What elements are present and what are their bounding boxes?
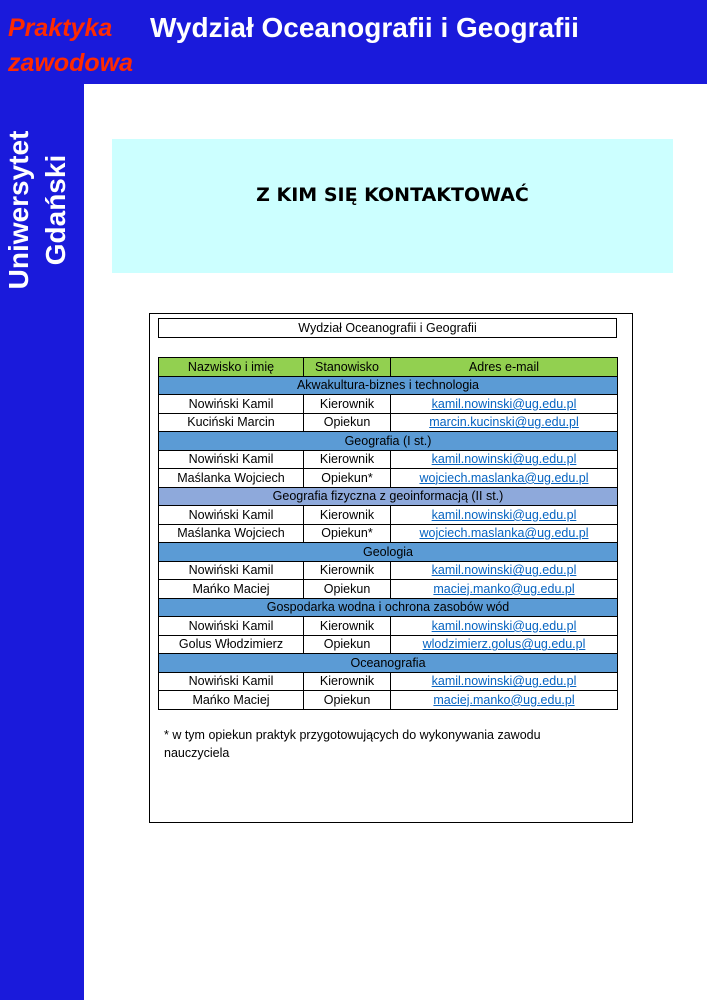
email-link[interactable]: kamil.nowinski@ug.edu.pl: [431, 563, 577, 578]
section-name: Geologia: [159, 543, 618, 562]
table-row: [159, 395, 618, 414]
contact-role: Kierownik: [304, 506, 391, 525]
footnote: * w tym opiekun praktyk przygotowujących do wykonywania zawodu nauczyciela: [164, 728, 541, 760]
section-name: Geografia (I st.): [159, 432, 618, 451]
table-row: [159, 524, 618, 543]
email-link[interactable]: kamil.nowinski@ug.edu.pl: [431, 452, 577, 467]
contacts-table-body: [159, 358, 618, 710]
email-link[interactable]: marcin.kucinski@ug.edu.pl: [429, 415, 579, 430]
email-link[interactable]: wojciech.maslanka@ug.edu.pl: [419, 526, 589, 541]
table-row: [159, 469, 618, 488]
section-row: [159, 432, 618, 451]
contact-name: Maślanka Wojciech: [159, 524, 304, 543]
table-header-row: [159, 358, 618, 377]
section-name: Geografia fizyczna z geoinformacją (II st.): [159, 487, 618, 506]
contact-email-cell: [391, 617, 618, 636]
table-row: [159, 506, 618, 525]
email-link[interactable]: maciej.manko@ug.edu.pl: [433, 692, 575, 707]
contact-name: Golus Włodzimierz: [159, 635, 304, 654]
contact-name: Nowiński Kamil: [159, 395, 304, 414]
table-row: [159, 691, 618, 710]
contact-role: Opiekun*: [304, 524, 391, 543]
contact-name: Nowiński Kamil: [159, 672, 304, 691]
contact-email-cell: [391, 450, 618, 469]
top-banner: [0, 0, 707, 84]
column-header-role: Stanowisko: [304, 358, 391, 377]
contact-name: Mańko Maciej: [159, 691, 304, 710]
section-row: [159, 376, 618, 395]
contact-name: Nowiński Kamil: [159, 617, 304, 636]
university-name-wrapper: [0, 110, 84, 310]
table-row: [159, 617, 618, 636]
contact-role: Opiekun: [304, 580, 391, 599]
email-link[interactable]: wojciech.maslanka@ug.edu.pl: [419, 470, 589, 485]
email-link[interactable]: kamil.nowinski@ug.edu.pl: [431, 674, 577, 689]
contact-role: Opiekun: [304, 635, 391, 654]
table-row: [159, 672, 618, 691]
table-row: [159, 561, 618, 580]
contact-email-cell: [391, 524, 618, 543]
contact-email-cell: [391, 672, 618, 691]
section-row: [159, 543, 618, 562]
table-row: [159, 580, 618, 599]
section-row: [159, 598, 618, 617]
contact-email-cell: [391, 413, 618, 432]
contact-role: Opiekun: [304, 691, 391, 710]
column-header-name: Nazwisko i imię: [159, 358, 304, 377]
email-link[interactable]: kamil.nowinski@ug.edu.pl: [431, 396, 577, 411]
contacts-table: [158, 357, 618, 710]
faculty-title: Wydział Oceanografii i Geografii: [150, 12, 579, 43]
contact-email-cell: [391, 395, 618, 414]
contact-name: Nowiński Kamil: [159, 506, 304, 525]
contact-email-cell: [391, 580, 618, 599]
section-row: [159, 487, 618, 506]
contact-email-cell: [391, 691, 618, 710]
contact-role: Kierownik: [304, 395, 391, 414]
section-name: Akwakultura-biznes i technologia: [159, 376, 618, 395]
brand-line-2: zawodowa: [8, 49, 134, 77]
university-name: Uniwersytet Gdański: [3, 130, 71, 290]
heading-box: [112, 139, 673, 273]
contact-role: Opiekun: [304, 413, 391, 432]
contact-name: Nowiński Kamil: [159, 561, 304, 580]
table-title: Wydział Oceanografii i Geografii: [158, 318, 617, 338]
table-row: [159, 413, 618, 432]
email-link[interactable]: kamil.nowinski@ug.edu.pl: [431, 507, 577, 522]
contact-name: Maślanka Wojciech: [159, 469, 304, 488]
section-name: Oceanografia: [159, 654, 618, 673]
contact-role: Kierownik: [304, 672, 391, 691]
contact-role: Kierownik: [304, 450, 391, 469]
brand-line-1: Praktyka: [8, 14, 113, 42]
email-link[interactable]: kamil.nowinski@ug.edu.pl: [431, 618, 577, 633]
column-header-email: Adres e-mail: [391, 358, 618, 377]
contact-email-cell: [391, 506, 618, 525]
email-link[interactable]: maciej.manko@ug.edu.pl: [433, 581, 575, 596]
contact-role: Opiekun*: [304, 469, 391, 488]
contact-email-cell: [391, 469, 618, 488]
contact-role: Kierownik: [304, 617, 391, 636]
contact-name: Mańko Maciej: [159, 580, 304, 599]
contact-name: Nowiński Kamil: [159, 450, 304, 469]
page-heading: Z KIM SIĘ KONTAKTOWAĆ: [256, 184, 529, 206]
table-row: [159, 450, 618, 469]
contact-name: Kuciński Marcin: [159, 413, 304, 432]
email-link[interactable]: wlodzimierz.golus@ug.edu.pl: [422, 637, 586, 652]
contact-email-cell: [391, 635, 618, 654]
section-name: Gospodarka wodna i ochrona zasobów wód: [159, 598, 618, 617]
contact-email-cell: [391, 561, 618, 580]
section-row: [159, 654, 618, 673]
table-row: [159, 635, 618, 654]
contact-role: Kierownik: [304, 561, 391, 580]
